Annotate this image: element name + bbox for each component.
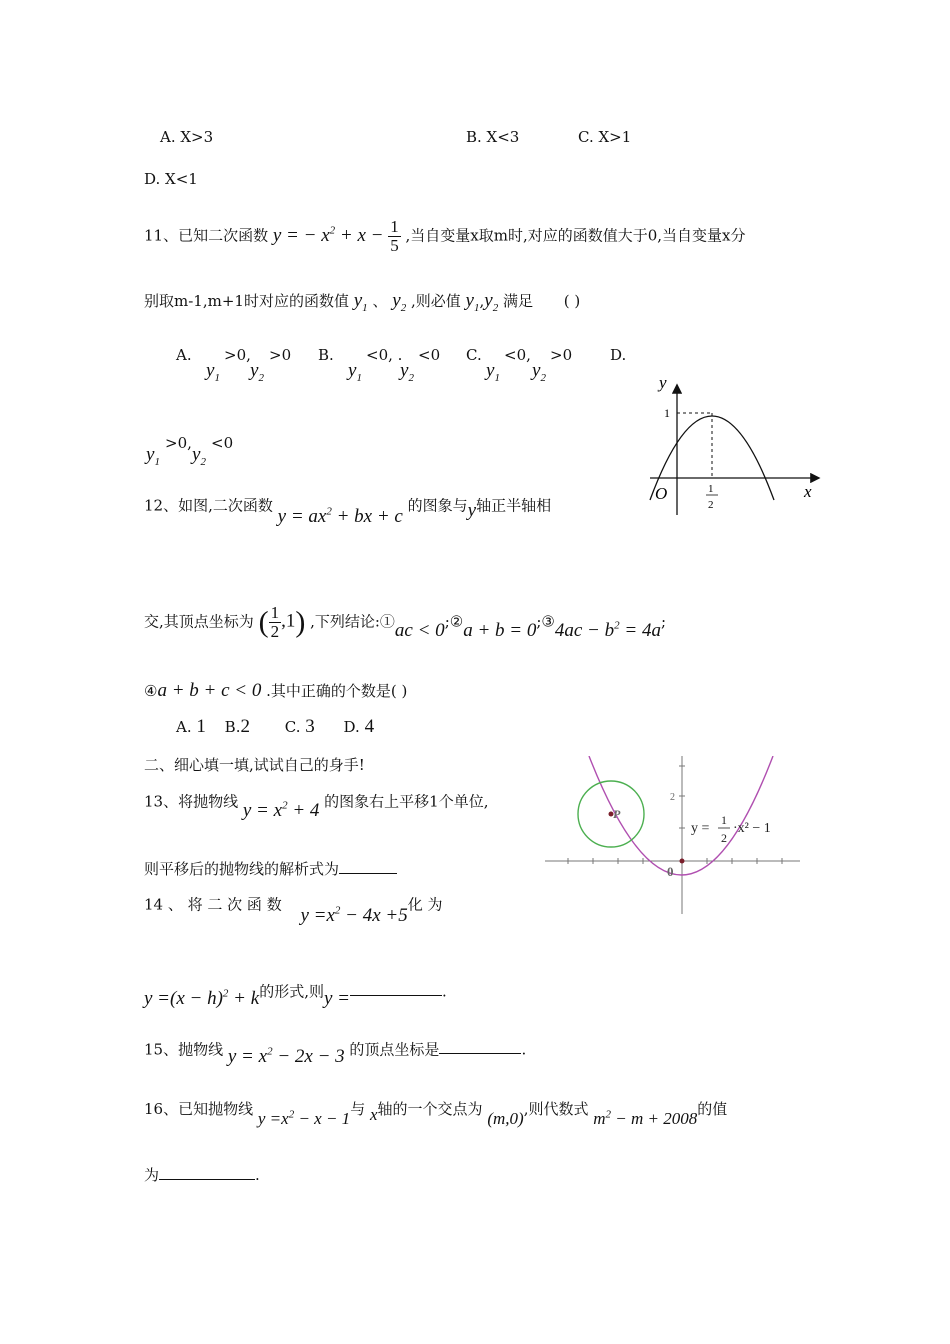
- q13-prefix: 13、将抛物线: [144, 792, 239, 811]
- q12-opt-b-val: 2: [240, 716, 250, 737]
- eq-y: y =: [691, 821, 710, 836]
- q11-line2-suffix: 满足: [502, 292, 533, 310]
- q12-parabola-graph: [640, 370, 825, 520]
- q12-line2-mid: ,下列结论:①: [310, 612, 395, 631]
- q11-opt-b-lt: <0, .: [366, 346, 403, 364]
- q12-line2: 交,其顶点坐标为 ( $\frac{1}{2}$ ,1) ,下列结论:①ac < 0;②a + b = 0;③4ac − $b^2 = 4a$;: [144, 603, 667, 642]
- q11-opt-d-lt: <0: [211, 434, 234, 452]
- eq-rest: ·x² − 1: [733, 821, 771, 836]
- eq-half-den: 2: [721, 831, 727, 845]
- q11-comma: ,: [479, 292, 485, 310]
- q14-answer-blank[interactable]: [350, 981, 442, 996]
- q11-formula: y = − $x^2 + x$ − $\frac{1}{5}$: [272, 217, 399, 255]
- q12-sep1: ;: [444, 612, 450, 631]
- q11-opt-d-y1: $y_1$: [146, 444, 160, 468]
- section-2-title: 二、细心填一填,试试自己的身手!: [144, 756, 365, 774]
- q10-option-c: C. X>1: [578, 128, 632, 146]
- q10-option-d: D. X<1: [144, 170, 198, 188]
- q11-opt-c-y2: $y_2$: [532, 360, 546, 384]
- q12-y: y: [467, 500, 477, 522]
- q12-sep3: ;: [660, 612, 667, 631]
- q15-answer-blank[interactable]: [439, 1039, 521, 1054]
- q16-prefix: 16、已知抛物线: [144, 1100, 254, 1118]
- q12-c3: $4ac - b^2 = 4a$: [554, 620, 661, 642]
- graph-x-label: x: [804, 482, 812, 501]
- q12-line2-prefix: 交,其顶点坐标为: [144, 612, 254, 631]
- q16-line2: [144, 1164, 260, 1185]
- origin-label: 0: [667, 864, 674, 879]
- q12-mid: 的图象与: [407, 496, 468, 515]
- q15-formula: $y = x^2 - 2x - 3$: [227, 1046, 345, 1068]
- q12-prefix: 12、如图,二次函数: [144, 496, 273, 515]
- q15-end: .: [521, 1040, 527, 1059]
- q13-line2: [144, 858, 397, 879]
- graph-one: 1: [664, 406, 670, 420]
- q12-opt-c-val: 3: [305, 716, 315, 737]
- q11-y1b: $y_1$: [465, 290, 480, 314]
- q15-prefix: 15、抛物线: [144, 1040, 224, 1059]
- q10-option-a: A. X>3: [160, 128, 214, 146]
- q11-prefix: 11、已知二次函数: [144, 226, 269, 245]
- q11-opt-d-y2: $y_2$: [192, 444, 206, 468]
- q12-opt-a: A.: [176, 718, 192, 736]
- q12-opt-b: B.: [224, 718, 241, 736]
- q14-prefix: 14 、 将 二 次 函 数: [144, 895, 282, 914]
- q13-suffix: 的图象右上平移1个单位,: [324, 792, 489, 811]
- q15-line: [144, 1038, 527, 1068]
- q12-opt-d: D.: [343, 718, 360, 736]
- q16-line2-text: 为: [144, 1166, 160, 1184]
- q12-opt-c: C.: [284, 718, 301, 736]
- q10-option-b: B. X<3: [466, 128, 520, 146]
- q13-line2-text: 则平移后的抛物线的解析式为: [144, 860, 340, 878]
- q14-suffix: 化 为: [407, 895, 443, 914]
- q12-c4-label: ④: [144, 682, 158, 700]
- q16-mid3: ,则代数式: [523, 1100, 589, 1118]
- q14-line2-suffix: 的形式,则: [259, 982, 324, 1001]
- q11-opt-a-gt2: >0: [269, 346, 292, 364]
- q16-expression: $m^2 - m + 2008$: [593, 1108, 698, 1128]
- q11-opt-c-y1: $y_1$: [486, 360, 500, 384]
- q11-opt-d-label: D.: [610, 346, 627, 364]
- q12-c2: a + b = 0: [463, 620, 537, 642]
- q14-end: .: [441, 982, 447, 1001]
- q11-opt-a-label: A.: [176, 346, 192, 364]
- q16-point: (m,0): [487, 1109, 524, 1128]
- point-origin: [680, 859, 685, 864]
- q16-formula: $y =x^2 - x - 1$: [257, 1108, 351, 1128]
- q11-line2: [144, 290, 580, 314]
- q14-y-eq: y =: [323, 988, 350, 1010]
- q13-formula: $y = x^2 + 4$: [242, 800, 320, 822]
- q11-y2b: $y_2$: [484, 290, 499, 314]
- q12-line1: [144, 494, 552, 528]
- q16-x: x: [369, 1105, 378, 1124]
- q12-c1: ac < 0: [394, 620, 445, 642]
- q11-answer-paren: ( ): [563, 292, 581, 310]
- q12-sep2: ;: [536, 612, 542, 631]
- eq-half-num: 1: [721, 813, 727, 827]
- graph-origin: O: [655, 484, 668, 503]
- q11-opt-a-y2: $y_2$: [250, 360, 264, 384]
- q11-opt-c-label: C.: [466, 346, 482, 364]
- q11-opt-c-lt: <0,: [504, 346, 531, 364]
- q11-opt-b-label: B.: [318, 346, 334, 364]
- q11-y2: $y_2$: [392, 290, 407, 314]
- y-tick-2: 2: [670, 792, 675, 803]
- q13-parabola-circle-graph: [545, 756, 805, 916]
- q11-line1: [144, 218, 746, 255]
- q14-formula: $y =x^2 - 4x +5$: [300, 905, 408, 927]
- q11-y1: $y_1$: [353, 290, 368, 314]
- q16-line1: [144, 1098, 728, 1128]
- q15-suffix: 的顶点坐标是: [349, 1040, 440, 1059]
- q11-sep: 、: [372, 292, 388, 310]
- q16-suffix: 的值: [697, 1100, 728, 1118]
- q11-opt-d-gt: >0,: [165, 434, 192, 452]
- q11-opt-a-gt: >0,: [224, 346, 251, 364]
- q13-answer-blank[interactable]: [339, 859, 397, 874]
- q11-suffix: ,当自变量x取m时,对应的函数值大于0,当自变量x分: [405, 226, 746, 245]
- q12-suffix: 轴正半轴相: [476, 496, 552, 515]
- q12-opt-d-val: 4: [364, 716, 375, 737]
- q11-line2-mid: ,则必值: [410, 292, 461, 310]
- q16-mid2: 轴的一个交点为: [377, 1100, 483, 1118]
- point-p-label: P: [613, 807, 621, 821]
- q16-end: .: [255, 1166, 260, 1184]
- q11-opt-a-y1: $y_1$: [206, 360, 220, 384]
- graph-y-label: y: [659, 373, 667, 392]
- q13-line1: [144, 790, 489, 822]
- q16-answer-blank[interactable]: [159, 1165, 255, 1180]
- q12-c3-label: ③: [541, 612, 555, 631]
- q14-vertex-form: $y =(x - h)^2 + k$: [144, 988, 260, 1010]
- q14-line2: [144, 980, 447, 1010]
- q11-opt-b-y1: $y_1$: [348, 360, 362, 384]
- q12-options: [176, 716, 374, 738]
- q12-c2-label: ②: [449, 612, 464, 631]
- q12-opt-a-val: 1: [196, 716, 206, 737]
- q11-opt-b-lt2: <0: [418, 346, 441, 364]
- q12-c4: a + b + c < 0: [157, 680, 262, 701]
- graph-half-den: 2: [708, 499, 714, 511]
- q12-formula: $y = ax^2$ + bx + c: [277, 506, 403, 528]
- q12-line3-suffix: .其中正确的个数是( ): [266, 682, 408, 700]
- q11-opt-b-y2: $y_2$: [400, 360, 414, 384]
- q14-line1: [144, 893, 443, 927]
- q16-mid1: 与: [350, 1100, 366, 1118]
- q11-opt-c-gt: >0: [550, 346, 573, 364]
- graph-half-num: 1: [708, 483, 714, 495]
- q11-line2-prefix: 别取m-1,m+1时对应的函数值: [144, 292, 349, 310]
- q12-line3: [144, 680, 407, 702]
